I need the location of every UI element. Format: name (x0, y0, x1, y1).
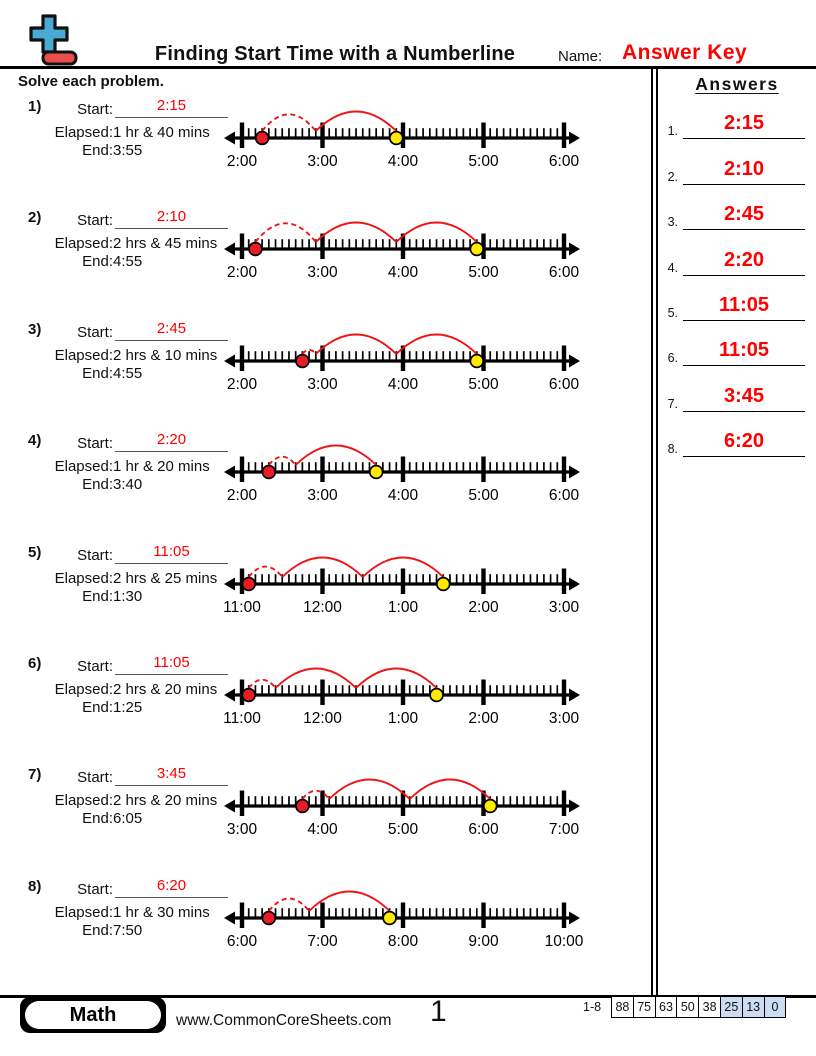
problem-number: 7) (28, 766, 42, 784)
start-time-dot (262, 466, 275, 479)
score-cell: 13 (742, 997, 764, 1017)
elapsed-label: Elapsed: (54, 569, 113, 587)
hour-label: 6:00 (468, 821, 499, 839)
hour-arc (356, 668, 437, 688)
elapsed-label: Elapsed: (54, 792, 113, 810)
problem-text (0, 655, 228, 716)
start-time-dot (296, 354, 309, 367)
hour-label: 6:00 (548, 487, 580, 505)
hour-label: 3:00 (307, 487, 338, 505)
problem-number: 1) (28, 98, 42, 115)
hour-label: 12:00 (303, 598, 342, 616)
answer-row (660, 282, 814, 327)
answer-key-text: Answer Key (622, 41, 748, 64)
answer-row (660, 418, 814, 463)
end-time-dot (437, 577, 450, 590)
problem-row (0, 422, 650, 533)
page-number: 1 (430, 995, 447, 1028)
hour-label: 3:00 (307, 264, 338, 282)
start-answer-field: 3:45 (115, 766, 228, 786)
hour-label: 3:00 (548, 598, 580, 616)
score-grid (611, 996, 786, 1018)
plus-minus-math-logo-icon (22, 12, 80, 71)
answers-title: Answers (695, 74, 779, 94)
left-arrow-icon (224, 132, 235, 145)
left-arrow-icon (224, 577, 235, 590)
minutes-arc (249, 566, 283, 576)
hour-arc (316, 112, 397, 132)
end-label: End: (82, 810, 113, 828)
elapsed-label: Elapsed: (54, 124, 113, 141)
end-time-dot (430, 689, 443, 702)
start-time-dot (256, 132, 269, 145)
answer-value: 2:15 (683, 112, 805, 139)
numberline (222, 649, 588, 727)
hour-label: 4:00 (387, 264, 419, 282)
plus-icon (31, 16, 67, 52)
start-time-dot (242, 689, 255, 702)
end-label: End: (82, 476, 113, 494)
hour-label: 2:00 (226, 264, 258, 282)
end-value: 4:55 (113, 253, 143, 271)
start-label: Start: (77, 101, 113, 118)
answer-row (660, 145, 814, 190)
problem-number: 5) (28, 543, 42, 561)
elapsed-label: Elapsed: (54, 680, 113, 698)
answer-row (660, 100, 814, 145)
answer-number: 5. (667, 305, 678, 320)
hour-label: 5:00 (468, 375, 499, 393)
problem-row (0, 88, 650, 199)
problem-text (0, 321, 228, 382)
start-label: Start: (77, 435, 113, 453)
start-label: Start: (77, 657, 113, 675)
hour-label: 12:00 (303, 709, 342, 727)
hour-label: 3:00 (307, 375, 338, 393)
hour-label: 5:00 (468, 264, 499, 282)
answer-value: 11:05 (683, 294, 805, 321)
problem-text (0, 878, 228, 939)
subject-badge-label: Math (25, 1001, 161, 1029)
hour-label: 6:00 (548, 264, 580, 282)
elapsed-value: 2 hrs & 45 mins (113, 235, 218, 253)
hour-label: 1:00 (387, 709, 419, 727)
start-answer-field: 2:20 (115, 432, 228, 452)
hour-label: 5:00 (468, 153, 499, 170)
right-arrow-icon (569, 577, 580, 590)
score-cell: 38 (698, 997, 720, 1017)
hour-label: 2:00 (226, 487, 258, 505)
problem-text (0, 766, 228, 827)
start-label: Start: (77, 769, 113, 787)
problem-row (0, 534, 650, 645)
start-time-dot (249, 243, 262, 256)
problem-number: 6) (28, 654, 42, 672)
problem-row (0, 199, 650, 310)
left-arrow-icon (224, 911, 235, 924)
right-arrow-icon (569, 800, 580, 813)
hour-label: 6:00 (548, 375, 580, 393)
end-value: 3:55 (113, 142, 143, 159)
end-label: End: (82, 921, 113, 939)
start-label: Start: (77, 880, 113, 898)
hour-arc (296, 446, 377, 466)
problem-row (0, 311, 650, 422)
right-arrow-icon (569, 688, 580, 701)
hour-arc (396, 223, 477, 243)
name-label: Name: (558, 48, 603, 65)
hour-label: 7:00 (548, 821, 580, 839)
score-cell: 88 (615, 1000, 630, 1014)
website-url: www.CommonCoreSheets.com (176, 1012, 392, 1029)
answer-value: 6:20 (683, 430, 805, 457)
hour-label: 4:00 (307, 821, 338, 839)
hour-label: 11:00 (223, 709, 261, 727)
left-arrow-icon (224, 243, 235, 256)
elapsed-value: 2 hrs & 10 mins (113, 346, 218, 364)
problem-number: 8) (28, 877, 42, 895)
start-label: Start: (77, 323, 113, 341)
answer-number: 2. (667, 169, 678, 184)
problem-row (0, 645, 650, 756)
numberline (222, 203, 588, 281)
hour-label: 2:00 (468, 598, 499, 616)
start-answer-field: 2:15 (115, 98, 228, 118)
minutes-arc (255, 224, 315, 243)
answer-value: 2:10 (683, 158, 805, 185)
score-cell: 0 (764, 997, 786, 1017)
end-value: 7:50 (113, 921, 143, 939)
elapsed-value: 1 hr & 40 mins (113, 124, 210, 141)
hour-label: 10:00 (544, 932, 584, 950)
answer-number: 1. (667, 124, 678, 139)
numberline (222, 315, 588, 393)
hour-label: 3:00 (548, 709, 580, 727)
answer-number: 8. (667, 442, 678, 457)
problem-row (0, 868, 650, 979)
start-answer-field: 2:10 (115, 209, 228, 229)
score-range-label: 1-8 (583, 1000, 602, 1014)
score-cell: 75 (633, 997, 655, 1017)
hour-label: 2:00 (226, 153, 258, 170)
left-arrow-icon (224, 688, 235, 701)
end-time-dot (390, 132, 403, 145)
end-time-dot (470, 243, 483, 256)
right-arrow-icon (569, 132, 580, 145)
right-arrow-icon (569, 911, 580, 924)
hour-label: 2:00 (468, 709, 499, 727)
end-label: End: (82, 364, 113, 382)
answer-row (660, 191, 814, 236)
hour-arc (276, 668, 357, 688)
start-answer-field: 11:05 (115, 655, 228, 675)
elapsed-value: 2 hrs & 20 mins (113, 680, 218, 698)
end-label: End: (82, 253, 113, 271)
start-answer-field: 2:45 (115, 321, 228, 341)
page-title: Finding Start Time with a Numberline (154, 43, 516, 65)
problem-text (0, 209, 228, 270)
end-value: 3:40 (113, 476, 143, 494)
start-time-dot (242, 577, 255, 590)
hour-arc (316, 334, 397, 354)
hour-label: 9:00 (468, 932, 499, 950)
score-cell: 50 (676, 997, 698, 1017)
hour-label: 3:00 (307, 153, 338, 170)
problem-number: 4) (28, 432, 42, 450)
hour-label: 4:00 (387, 153, 419, 170)
hour-label: 5:00 (468, 487, 499, 505)
answers-list (660, 100, 814, 463)
start-time-dot (296, 800, 309, 813)
elapsed-value: 2 hrs & 20 mins (113, 792, 218, 810)
start-time-dot (262, 911, 275, 924)
left-arrow-icon (224, 800, 235, 813)
end-time-dot (370, 466, 383, 479)
elapsed-label: Elapsed: (54, 903, 113, 921)
problem-text (0, 544, 228, 605)
end-time-dot (470, 354, 483, 367)
hour-label: 4:00 (387, 487, 419, 505)
left-arrow-icon (224, 354, 235, 367)
answer-value: 2:20 (683, 249, 805, 276)
answer-row (660, 327, 814, 372)
problem-text (0, 432, 228, 493)
instructions: Solve each problem. (18, 73, 164, 90)
end-time-dot (484, 800, 497, 813)
right-arrow-icon (569, 466, 580, 479)
answers-panel (660, 68, 814, 463)
elapsed-label: Elapsed: (54, 235, 113, 253)
minus-icon (43, 52, 76, 64)
numberline (222, 92, 588, 170)
problem-text (0, 98, 228, 159)
numberline (222, 760, 588, 838)
right-arrow-icon (569, 243, 580, 256)
hour-arc (316, 223, 397, 243)
numberline (222, 872, 588, 950)
hour-label: 1:00 (387, 598, 419, 616)
start-answer-field: 11:05 (115, 544, 228, 564)
hour-label: 3:00 (226, 821, 258, 839)
hour-label: 7:00 (307, 932, 338, 950)
elapsed-value: 2 hrs & 25 mins (113, 569, 218, 587)
end-label: End: (82, 142, 113, 159)
hour-label: 6:00 (226, 932, 258, 950)
problems-list (0, 88, 650, 979)
answers-column-separator (651, 69, 658, 996)
end-value: 1:30 (113, 587, 143, 605)
end-label: End: (82, 587, 113, 605)
hour-label: 2:00 (226, 375, 258, 393)
left-arrow-icon (224, 466, 235, 479)
elapsed-value: 1 hr & 20 mins (113, 458, 210, 476)
problem-number: 3) (28, 320, 42, 338)
answer-number: 6. (667, 351, 678, 366)
answer-value: 11:05 (683, 339, 805, 366)
numberline (222, 538, 588, 616)
elapsed-label: Elapsed: (54, 346, 113, 364)
hour-label: 8:00 (387, 932, 419, 950)
start-label: Start: (77, 546, 113, 564)
elapsed-value: 1 hr & 30 mins (113, 903, 210, 921)
hour-arc (329, 780, 409, 800)
start-answer-field: 6:20 (115, 878, 228, 898)
score-cell: 63 (655, 997, 677, 1017)
end-label: End: (82, 698, 113, 716)
answer-row (660, 236, 814, 281)
subject-badge (20, 997, 166, 1033)
hour-label: 4:00 (387, 375, 419, 393)
numberline (222, 426, 588, 504)
elapsed-label: Elapsed: (54, 458, 113, 476)
hour-label: 11:00 (223, 598, 261, 616)
answer-number: 7. (667, 396, 678, 411)
hour-arc (396, 334, 477, 354)
hour-label: 5:00 (387, 821, 419, 839)
problem-number: 2) (28, 209, 42, 227)
answer-row (660, 372, 814, 417)
score-cell: 25 (720, 997, 742, 1017)
hour-label: 6:00 (548, 153, 580, 170)
end-value: 1:25 (113, 698, 143, 716)
answer-number: 4. (667, 260, 678, 275)
problem-row (0, 756, 650, 867)
start-label: Start: (77, 212, 113, 230)
end-time-dot (383, 911, 396, 924)
answer-value: 3:45 (683, 385, 805, 412)
answer-number: 3. (667, 215, 678, 230)
answer-value: 2:45 (683, 203, 805, 230)
end-value: 6:05 (113, 810, 143, 828)
end-value: 4:55 (113, 364, 143, 382)
right-arrow-icon (569, 354, 580, 367)
hour-arc (410, 780, 491, 800)
